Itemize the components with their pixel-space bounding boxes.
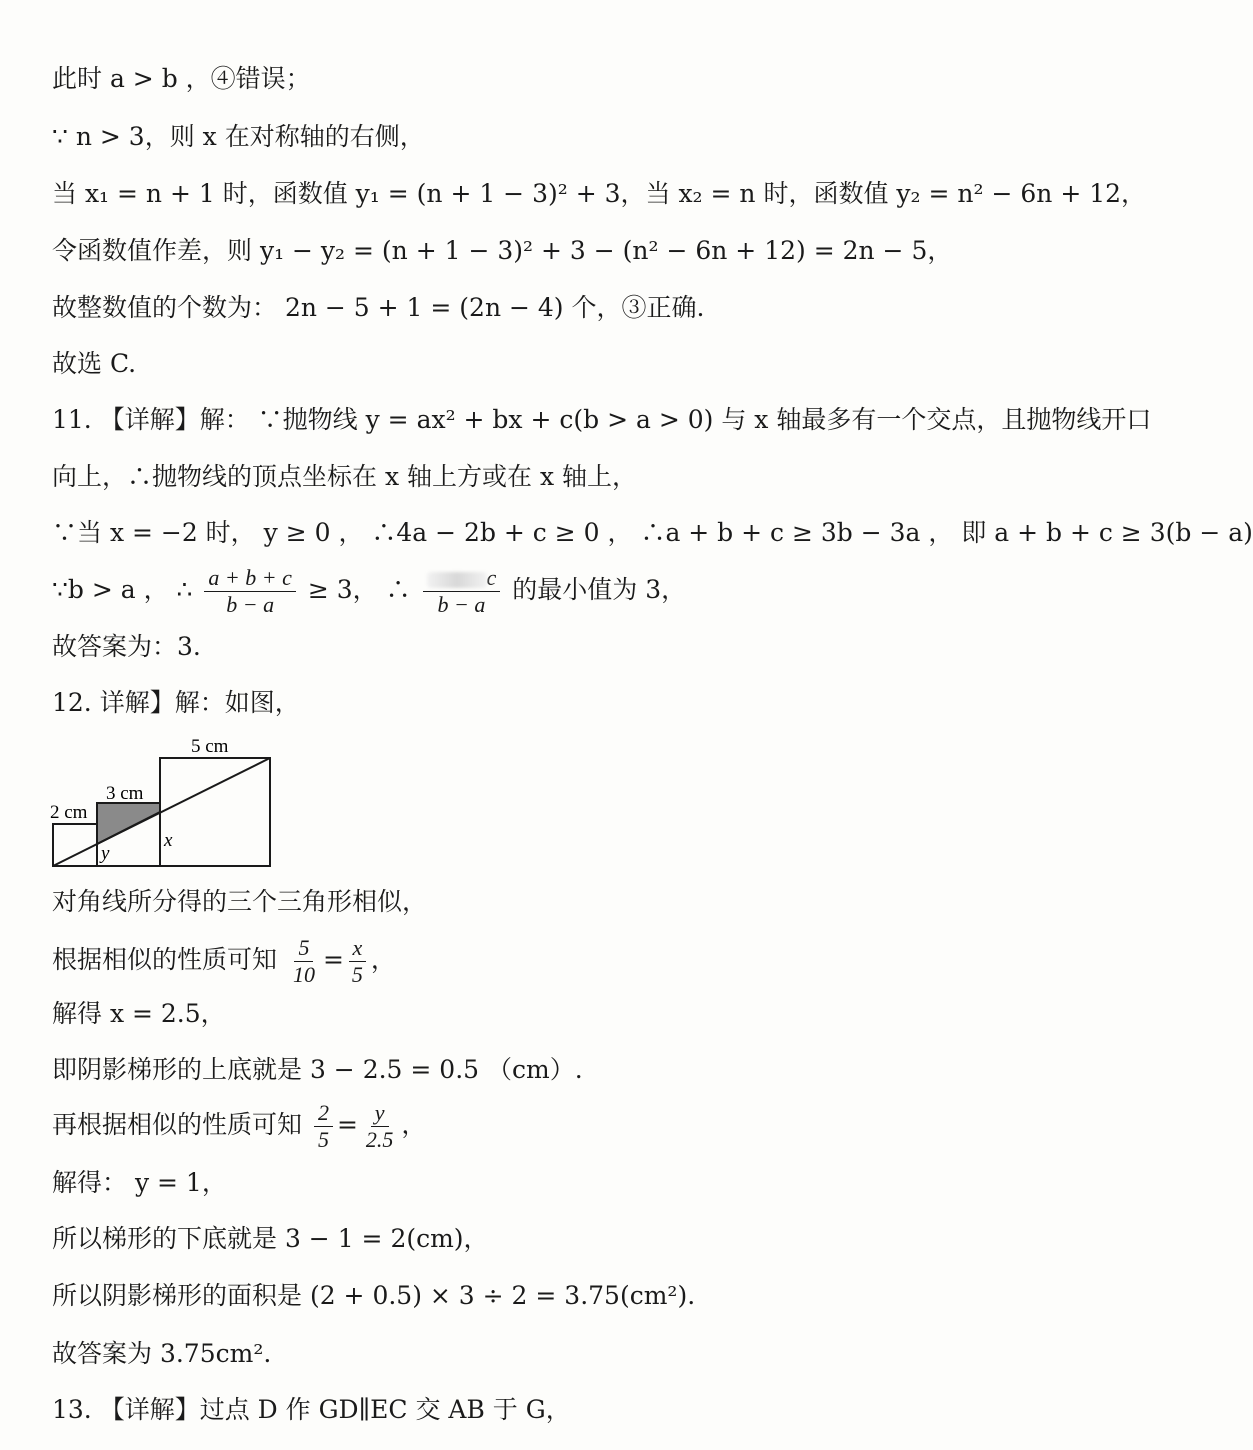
text-segment: ∵b > a ， ∴ (52, 575, 193, 604)
label-5cm: 5 cm (191, 736, 229, 757)
fraction (289, 935, 319, 988)
label-3cm: 3 cm (106, 783, 144, 804)
text-line: 即阴影梯形的上底就是 3 − 2.5 = 0.5 （cm）. (52, 1055, 583, 1084)
square-5cm (160, 758, 270, 866)
text-segment: ≥ 3， ∴ (307, 575, 411, 604)
denominator: b − a (226, 592, 275, 617)
fraction (204, 565, 295, 618)
text-segment: 的最小值为 3， (512, 575, 687, 604)
numerator: y (371, 1100, 389, 1127)
text-line: 故选 C. (52, 349, 137, 378)
denominator: 5 (351, 962, 363, 987)
text-line: 对角线所分得的三个三角形相似， (52, 887, 428, 916)
blurred-region (427, 572, 487, 588)
text-line: ∵ n > 3，则 x 在对称轴的右侧， (52, 122, 425, 151)
label-2cm: 2 cm (50, 802, 88, 823)
text-line: 故答案为 3.75cm². (52, 1339, 272, 1368)
similarity-line-1 (52, 935, 396, 988)
text-line: 13. 【详解】过点 D 作 GD∥EC 交 AB 于 G， (52, 1395, 571, 1424)
text-line: 所以阴影梯形的面积是 (2 + 0.5) × 3 ÷ 2 = 3.75(cm²). (52, 1281, 696, 1310)
text-line: 所以梯形的下底就是 3 − 1 = 2(cm)， (52, 1224, 489, 1253)
text-line: 12. 详解】解：如图， (52, 688, 300, 717)
equals-sign: = (336, 1110, 358, 1139)
numerator: 5 (294, 935, 313, 962)
numerator: x (349, 935, 367, 962)
label-x: x (164, 830, 173, 851)
text-line: 令函数值作差，则 y₁ − y₂ = (n + 1 − 3)² + 3 − (n² − 6n + 12) = 2n − 5， (52, 236, 953, 265)
fraction (314, 1100, 333, 1153)
text-line: 当 x₁ = n + 1 时，函数值 y₁ = (n + 1 − 3)² + 3，当 x₂ = n 时，函数值 y₂ = n² − 6n + 12， (52, 179, 1147, 208)
similarity-line-2 (52, 1100, 426, 1153)
square-2cm (53, 824, 97, 866)
text-line: 解得： y = 1， (52, 1168, 227, 1197)
text-line: ∵当 x = −2 时， y ≥ 0 ， ∴4a − 2b + c ≥ 0 ， ∴a + b + c ≥ 3b − 3a ， 即 a + b + c ≥ 3(b − a) (52, 518, 1253, 547)
denominator: 2.5 (365, 1127, 394, 1152)
text-line: 此时 a > b ，④错误； (52, 64, 311, 93)
fraction (362, 1100, 398, 1153)
text-line: 故答案为：3. (52, 632, 201, 661)
text-segment: ， (401, 1110, 427, 1139)
text-line: 故整数值的个数为： 2n − 5 + 1 = (2n − 4) 个，③正确. (52, 293, 705, 322)
text-line: 解得 x = 2.5， (52, 999, 226, 1028)
fraction (348, 935, 367, 988)
numerator: c (423, 565, 501, 592)
squares-diagram (48, 728, 288, 873)
fraction (423, 565, 501, 618)
text-segment: ， (370, 945, 396, 974)
text-line: 向上，∴抛物线的顶点坐标在 x 轴上方或在 x 轴上， (52, 462, 637, 491)
text-segment: 根据相似的性质可知 (52, 945, 278, 974)
numerator: 2 (314, 1100, 333, 1127)
text-line: 11. 【详解】解： ∵抛物线 y = ax² + bx + c(b > a > 0) 与 x 轴最多有一个交点，且抛物线开口 (52, 405, 1152, 434)
denominator: 5 (317, 1127, 329, 1152)
shaded-trapezoid (97, 803, 160, 844)
equals-sign: = (322, 945, 344, 974)
denominator: b − a (437, 592, 486, 617)
text-segment: 再根据相似的性质可知 (52, 1110, 303, 1139)
label-y: y (101, 843, 110, 864)
denominator: 10 (292, 962, 315, 987)
min-value-line (52, 565, 686, 618)
numerator: a + b + c (204, 565, 295, 592)
